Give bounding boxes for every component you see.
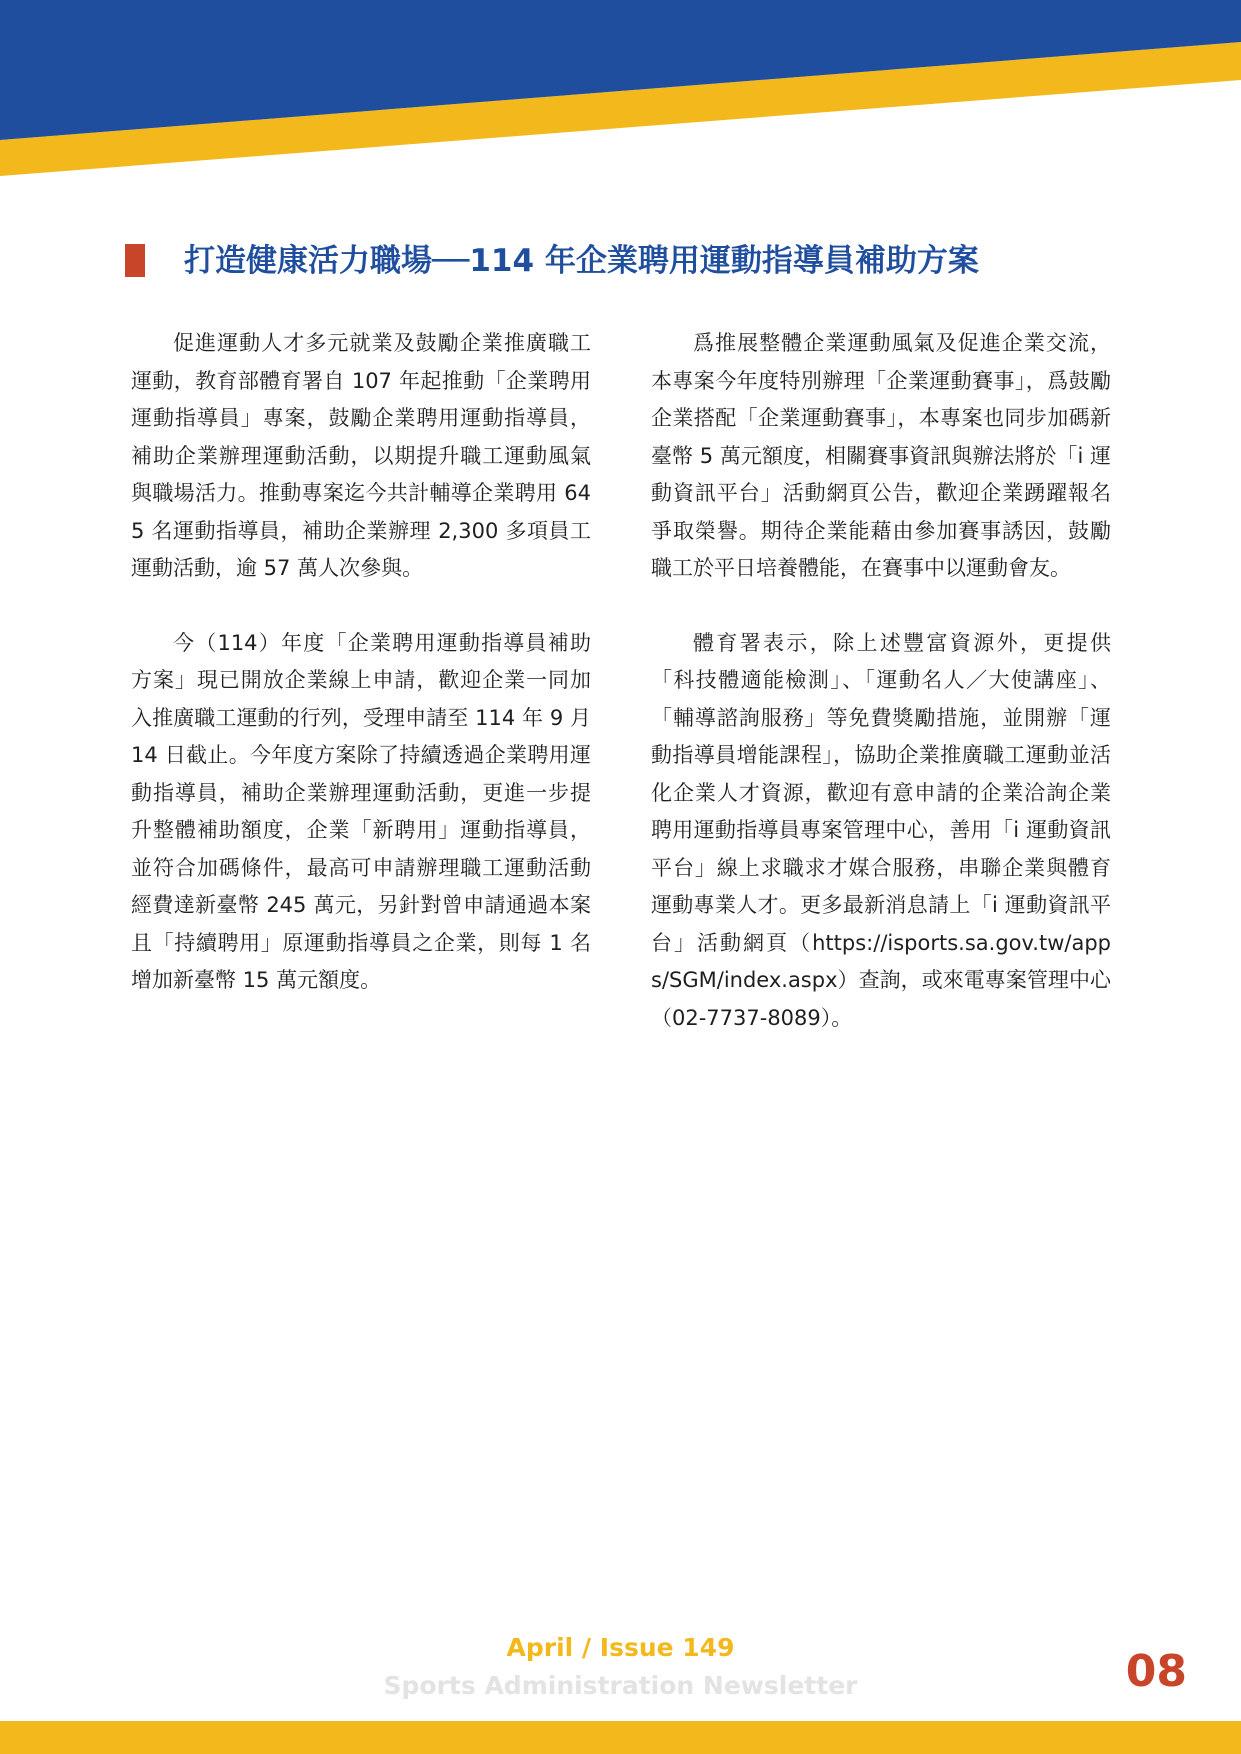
footer-bottom-bar	[0, 1721, 1241, 1754]
footer-issue-label: April / Issue 149	[506, 1633, 735, 1662]
header-banner	[0, 0, 1241, 180]
title-accent-bar	[125, 244, 145, 277]
article-title: 打造健康活力職場──114 年企業聘用運動指導員補助方案	[184, 243, 979, 279]
article-paragraph: 體育署表示，除上述豐富資源外，更提供「科技體適能檢測」、「運動名人／大使講座」、「輔導諮詢服務」等免費獎勵措施，並開辦「運動指導員增能課程」，協助企業推廣職工運動並活化企業人才資源，歡迎有意申請的企業洽詢企業聘用運動指導員專案管理中心，善用「i 運動資訊平台」線上求職求才媒合服務，串聯企業與體育運動專業人才。更多最新消息請上「i 運動資訊平台」活動網頁（https://isports.sa.gov.tw/apps/SGM/index.aspx）查詢，或來電專案管理中心（02-7737-8089）。	[651, 630, 1111, 1030]
article-paragraph: 今（114）年度「企業聘用運動指導員補助方案」現已開放企業線上申請，歡迎企業一同加入推廣職工運動的行列，受理申請至 114 年 9 月 14 日截止。今年度方案除了持續透過企業聘用運動指導員，補助企業辦理運動活動，更進一步提升整體補助額度，企業「新聘用」運動指導員，並符合加碼條件，最高可申請辦理職工運動活動經費達新臺幣 245 萬元，另針對曾申請通過本案且「持續聘用」原運動指導員之企業，則每 1 名增加新臺幣 15 萬元額度。	[131, 630, 591, 992]
article-paragraph: 爲推展整體企業運動風氣及促進企業交流，本專案今年度特別辦理「企業運動賽事」，爲鼓勵企業搭配「企業運動賽事」，本專案也同步加碼新臺幣 5 萬元額度，相關賽事資訊與辦法將於「i 運動資訊平台」活動網頁公告，歡迎企業踴躍報名爭取榮譽。期待企業能藉由參加賽事誘因，鼓勵職工於平日培養體能，在賽事中以運動會友。	[651, 331, 1111, 580]
article-paragraph: 促進運動人才多元就業及鼓勵企業推廣職工運動，教育部體育署自 107 年起推動「企業聘用運動指導員」專案，鼓勵企業聘用運動指導員，補助企業辦理運動活動，以期提升職工運動風氣與職場活力。推動專案迄今共計輔導企業聘用 645 名運動指導員，補助企業辦理 2,300 多項員工運動活動，逾 57 萬人次參與。	[131, 331, 591, 580]
footer-newsletter-name: Sports Administration Newsletter	[383, 1671, 858, 1700]
page-number: 08	[1125, 1646, 1187, 1697]
article-right-column	[651, 325, 1111, 1074]
article-left-column	[131, 325, 591, 1037]
